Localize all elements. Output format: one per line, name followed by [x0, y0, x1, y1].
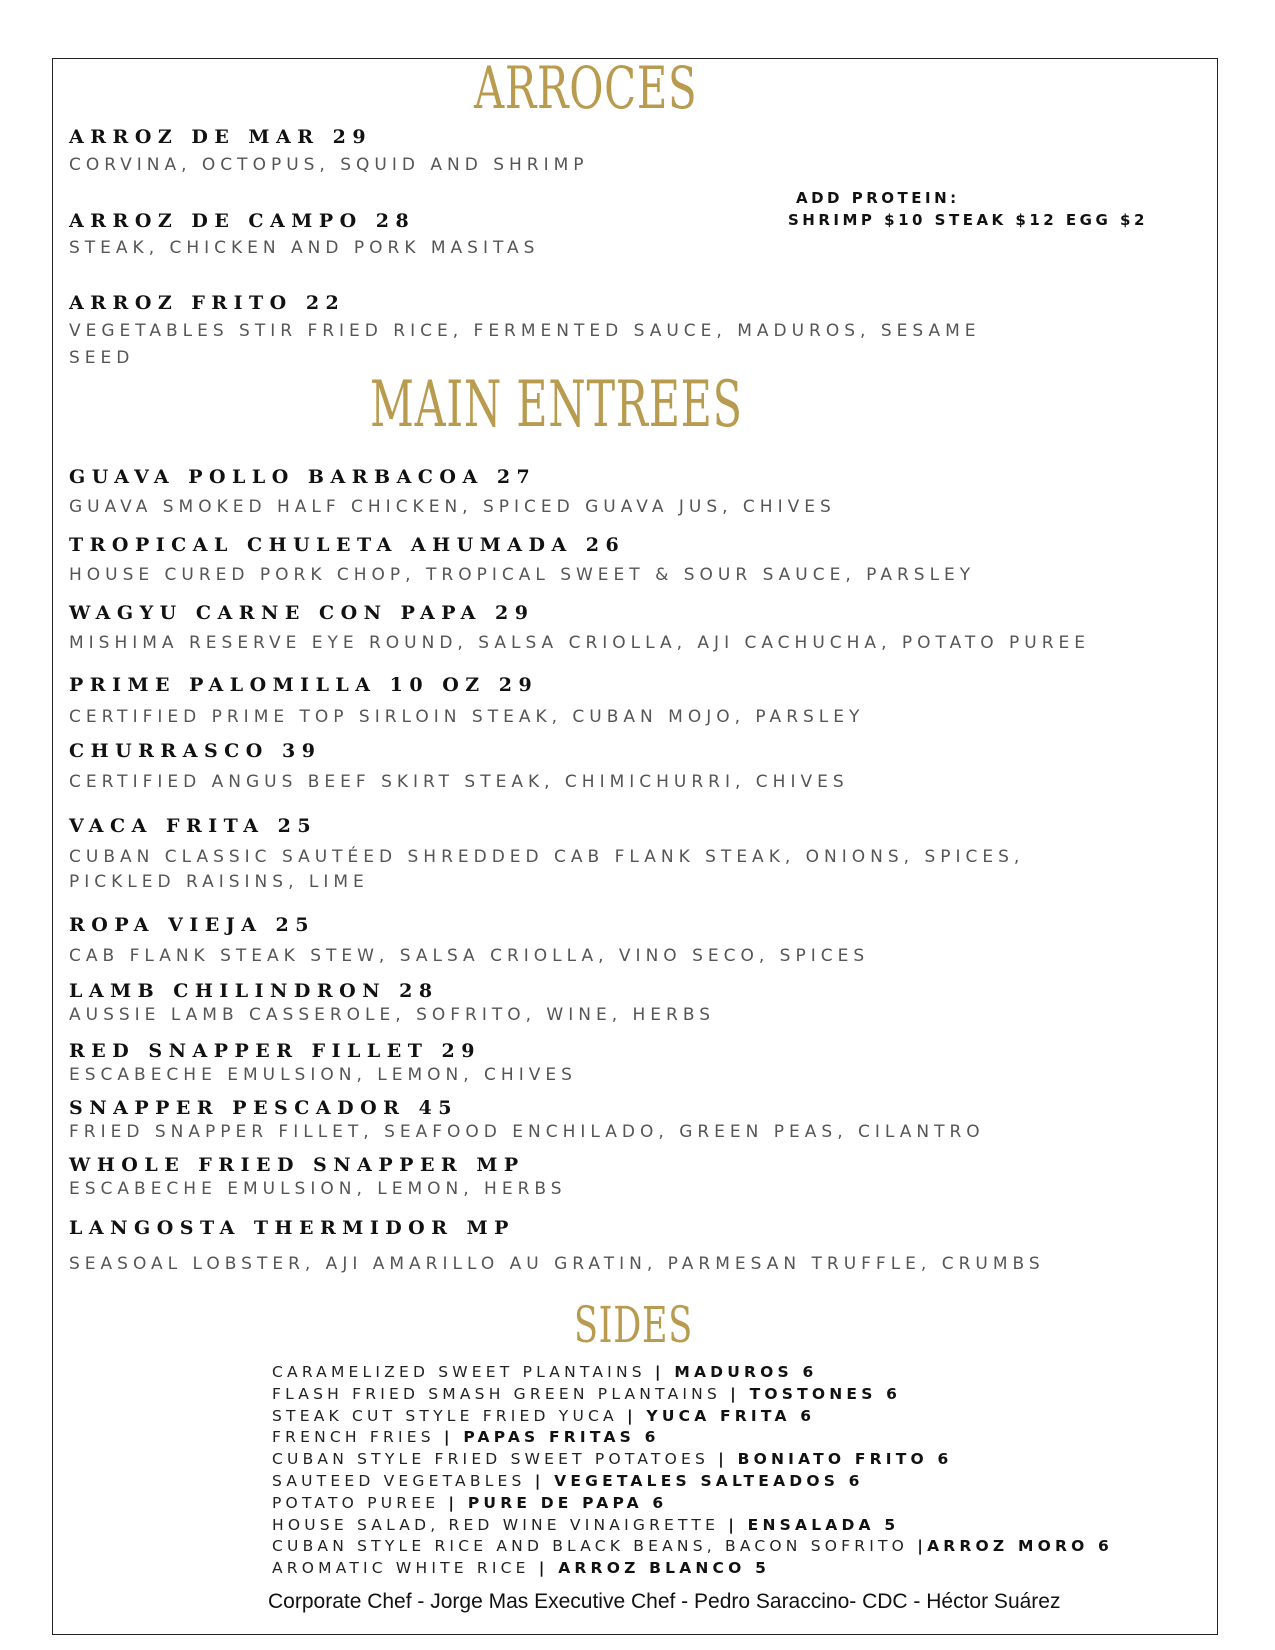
dish-description: FRIED SNAPPER FILLET, SEAFOOD ENCHILADO, GREEN PEAS, CILANTRO: [69, 1122, 985, 1142]
side-description: FLASH FRIED SMASH GREEN PLANTAINS: [272, 1384, 731, 1403]
dish-name: GUAVA POLLO BARBACOA 27: [69, 466, 537, 488]
list-item: [272, 1449, 1113, 1471]
dish-description: SEASOAL LOBSTER, AJI AMARILLO AU GRATIN, PARMESAN TRUFFLE, CRUMBS: [69, 1254, 1045, 1274]
dish-name: PRIME PALOMILLA 10 OZ 29: [69, 674, 539, 696]
side-name: |ARROZ MORO 6: [917, 1537, 1114, 1556]
section-title-arroces: ARROCES: [474, 54, 698, 122]
add-protein-label: ADD PROTEIN:: [796, 189, 960, 207]
dish-description: SEED: [69, 348, 135, 368]
side-name: | YUCA FRITA 6: [626, 1406, 816, 1425]
dish-description: ESCABECHE EMULSION, LEMON, CHIVES: [69, 1065, 577, 1085]
side-description: FRENCH FRIES: [272, 1428, 444, 1447]
list-item: [272, 1515, 1113, 1537]
side-description: STEAK CUT STYLE FRIED YUCA: [272, 1406, 627, 1425]
section-title-main-entrees: MAIN ENTREES: [370, 368, 743, 442]
dish-description: AUSSIE LAMB CASSEROLE, SOFRITO, WINE, HERBS: [69, 1005, 716, 1025]
dish-description: HOUSE CURED PORK CHOP, TROPICAL SWEET & SOUR SAUCE, PARSLEY: [69, 565, 976, 585]
dish-description: CERTIFIED PRIME TOP SIRLOIN STEAK, CUBAN MOJO, PARSLEY: [69, 707, 865, 727]
side-description: SAUTEED VEGETABLES: [272, 1471, 535, 1490]
dish-name: LANGOSTA THERMIDOR MP: [69, 1217, 515, 1239]
dish-description: MISHIMA RESERVE EYE ROUND, SALSA CRIOLLA, AJI CACHUCHA, POTATO PUREE: [69, 633, 1091, 653]
dish-name: ARROZ DE CAMPO 28: [69, 210, 416, 232]
dish-name: ARROZ DE MAR 29: [69, 126, 373, 148]
side-description: POTATO PUREE: [272, 1493, 449, 1512]
dish-name: ARROZ FRITO 22: [69, 292, 346, 314]
list-item: [272, 1471, 1113, 1493]
side-description: CUBAN STYLE FRIED SWEET POTATOES: [272, 1450, 719, 1469]
dish-description: VEGETABLES STIR FRIED RICE, FERMENTED SAUCE, MADUROS, SESAME: [69, 321, 981, 341]
dish-description: STEAK, CHICKEN AND PORK MASITAS: [69, 238, 540, 258]
side-name: | TOSTONES 6: [730, 1384, 902, 1403]
dish-description: GUAVA SMOKED HALF CHICKEN, SPICED GUAVA JUS, CHIVES: [69, 497, 836, 517]
list-item: [272, 1536, 1113, 1558]
dish-name: WHOLE FRIED SNAPPER MP: [69, 1154, 525, 1176]
footer-credits: Corporate Chef - Jorge Mas Executive Chef - Pedro Saraccino- CDC - Héctor Suárez: [268, 1590, 1061, 1613]
list-item: [272, 1362, 1113, 1384]
dish-name: SNAPPER PESCADOR 45: [69, 1097, 459, 1119]
list-item: [272, 1493, 1113, 1515]
side-name: | BONIATO FRITO 6: [718, 1450, 953, 1469]
side-description: CARAMELIZED SWEET PLANTAINS: [272, 1363, 655, 1381]
dish-name: LAMB CHILINDRON 28: [69, 980, 439, 1002]
side-name: | VEGETALES SALTEADOS 6: [534, 1471, 864, 1490]
side-description: AROMATIC WHITE RICE: [272, 1559, 539, 1578]
list-item: [272, 1384, 1113, 1406]
section-title-sides: SIDES: [574, 1296, 693, 1354]
dish-name: WAGYU CARNE CON PAPA 29: [69, 602, 535, 624]
dish-description: CUBAN CLASSIC SAUTÉED SHREDDED CAB FLANK STEAK, ONIONS, SPICES,: [69, 847, 1025, 867]
dish-description: CAB FLANK STEAK STEW, SALSA CRIOLLA, VINO SECO, SPICES: [69, 946, 870, 966]
dish-name: ROPA VIEJA 25: [69, 914, 315, 936]
dish-name: CHURRASCO 39: [69, 740, 322, 762]
list-item: [272, 1427, 1113, 1449]
dish-description: PICKLED RAISINS, LIME: [69, 872, 369, 892]
list-item: [272, 1406, 1113, 1428]
dish-name: RED SNAPPER FILLET 29: [69, 1040, 481, 1062]
dish-name: VACA FRITA 25: [69, 815, 318, 837]
dish-description: ESCABECHE EMULSION, LEMON, HERBS: [69, 1179, 567, 1199]
side-name: | PAPAS FRITAS 6: [443, 1428, 660, 1447]
dish-description: CERTIFIED ANGUS BEEF SKIRT STEAK, CHIMICHURRI, CHIVES: [69, 772, 849, 792]
sides-list: [272, 1362, 1113, 1580]
add-protein-options: SHRIMP $10 STEAK $12 EGG $2: [788, 211, 1148, 229]
side-name: | ARROZ BLANCO 5: [538, 1559, 771, 1578]
side-name: | MADUROS 6: [654, 1363, 818, 1381]
dish-description: CORVINA, OCTOPUS, SQUID AND SHRIMP: [69, 155, 589, 175]
side-name: | ENSALADA 5: [728, 1515, 900, 1534]
side-name: | PURE DE PAPA 6: [448, 1493, 668, 1512]
dish-name: TROPICAL CHULETA AHUMADA 26: [69, 534, 626, 556]
side-description: HOUSE SALAD, RED WINE VINAIGRETTE: [272, 1515, 729, 1534]
side-description: CUBAN STYLE RICE AND BLACK BEANS, BACON SOFRITO: [272, 1537, 918, 1556]
list-item: [272, 1558, 1113, 1580]
